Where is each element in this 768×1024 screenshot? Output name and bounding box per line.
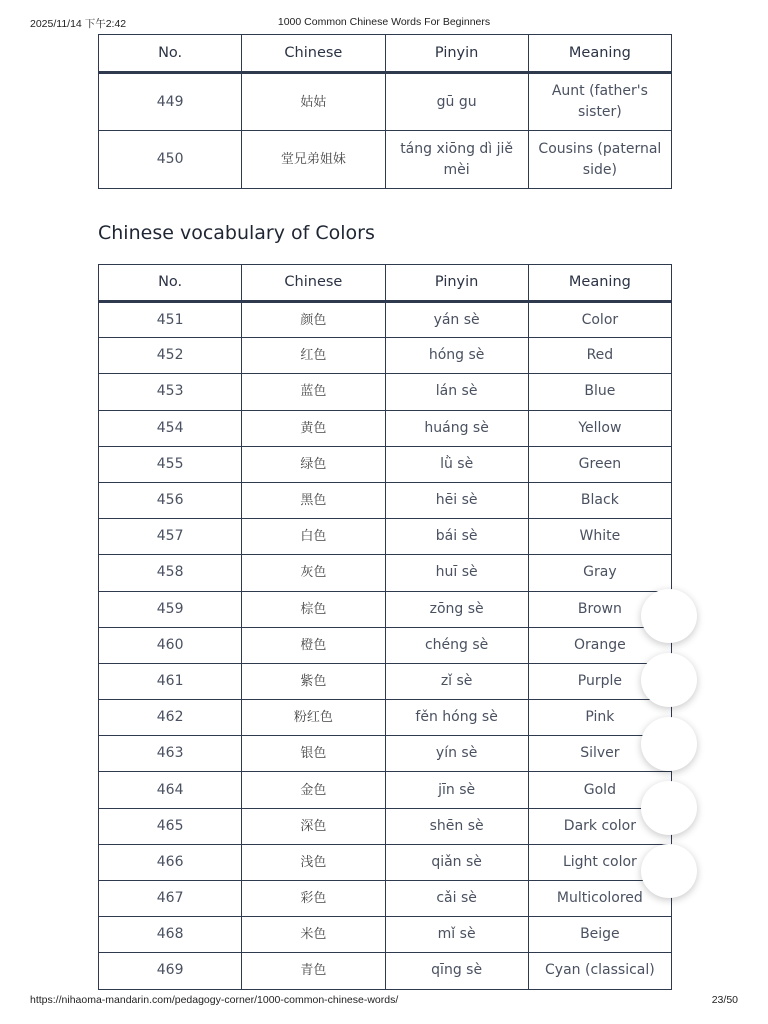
floating-action-button[interactable] (641, 781, 697, 835)
cell-meaning: Orange (528, 627, 671, 663)
floating-action-button[interactable] (641, 844, 697, 898)
cell-no: 454 (99, 410, 242, 446)
cell-pinyin: cǎi sè (385, 881, 528, 917)
cell-pinyin: qīng sè (385, 953, 528, 989)
cell-no: 450 (99, 131, 242, 189)
table-row (99, 374, 672, 410)
table-header-row (99, 265, 672, 302)
cell-meaning: Green (528, 446, 671, 482)
cell-chinese: 青色 (242, 953, 385, 989)
family-vocab-table (98, 34, 672, 189)
cell-pinyin: huī sè (385, 555, 528, 591)
cell-no: 451 (99, 302, 242, 338)
cell-pinyin: bái sè (385, 519, 528, 555)
table-row (99, 519, 672, 555)
cell-chinese: 姑姑 (242, 73, 385, 131)
cell-pinyin: táng xiōng dì jiě mèi (385, 131, 528, 189)
cell-chinese: 蓝色 (242, 374, 385, 410)
cell-meaning: Multicolored (528, 881, 671, 917)
cell-no: 464 (99, 772, 242, 808)
cell-meaning: Color (528, 302, 671, 338)
header-chinese: Chinese (242, 35, 385, 73)
table-row (99, 772, 672, 808)
cell-chinese: 浅色 (242, 844, 385, 880)
cell-chinese: 颜色 (242, 302, 385, 338)
cell-pinyin: fěn hóng sè (385, 700, 528, 736)
table-header-row (99, 35, 672, 73)
table-row (99, 736, 672, 772)
cell-chinese: 银色 (242, 736, 385, 772)
cell-no: 457 (99, 519, 242, 555)
header-no: No. (99, 35, 242, 73)
cell-no: 453 (99, 374, 242, 410)
cell-chinese: 米色 (242, 917, 385, 953)
cell-pinyin: gū gu (385, 73, 528, 131)
cell-pinyin: lán sè (385, 374, 528, 410)
cell-pinyin: zǐ sè (385, 663, 528, 699)
cell-chinese: 深色 (242, 808, 385, 844)
print-header (0, 16, 768, 30)
cell-pinyin: jīn sè (385, 772, 528, 808)
cell-meaning: Black (528, 482, 671, 518)
table-row (99, 338, 672, 374)
cell-pinyin: huáng sè (385, 410, 528, 446)
cell-meaning: Gold (528, 772, 671, 808)
table-row (99, 808, 672, 844)
header-pinyin: Pinyin (385, 35, 528, 73)
cell-pinyin: hēi sè (385, 482, 528, 518)
cell-chinese: 红色 (242, 338, 385, 374)
cell-no: 466 (99, 844, 242, 880)
table-row (99, 482, 672, 518)
floating-action-button[interactable] (641, 717, 697, 771)
cell-no: 459 (99, 591, 242, 627)
cell-chinese: 堂兄弟姐妹 (242, 131, 385, 189)
cell-pinyin: qiǎn sè (385, 844, 528, 880)
cell-no: 465 (99, 808, 242, 844)
cell-no: 449 (99, 73, 242, 131)
cell-meaning: Silver (528, 736, 671, 772)
table-row (99, 410, 672, 446)
cell-no: 460 (99, 627, 242, 663)
cell-meaning: Dark color (528, 808, 671, 844)
cell-chinese: 粉红色 (242, 700, 385, 736)
cell-chinese: 黄色 (242, 410, 385, 446)
cell-chinese: 灰色 (242, 555, 385, 591)
header-chinese: Chinese (242, 265, 385, 302)
cell-pinyin: zōng sè (385, 591, 528, 627)
section-heading: Chinese vocabulary of Colors (98, 222, 375, 244)
table-row (99, 555, 672, 591)
cell-no: 462 (99, 700, 242, 736)
cell-no: 468 (99, 917, 242, 953)
cell-chinese: 棕色 (242, 591, 385, 627)
cell-no: 452 (99, 338, 242, 374)
cell-no: 456 (99, 482, 242, 518)
cell-pinyin: hóng sè (385, 338, 528, 374)
cell-chinese: 橙色 (242, 627, 385, 663)
cell-no: 458 (99, 555, 242, 591)
cell-chinese: 白色 (242, 519, 385, 555)
cell-pinyin: mǐ sè (385, 917, 528, 953)
header-pinyin: Pinyin (385, 265, 528, 302)
cell-no: 467 (99, 881, 242, 917)
table-row (99, 953, 672, 989)
cell-pinyin: yán sè (385, 302, 528, 338)
cell-no: 455 (99, 446, 242, 482)
table-row (99, 446, 672, 482)
table-row (99, 844, 672, 880)
cell-no: 463 (99, 736, 242, 772)
cell-no: 461 (99, 663, 242, 699)
header-meaning: Meaning (528, 265, 671, 302)
cell-meaning: Gray (528, 555, 671, 591)
table-row (99, 663, 672, 699)
cell-chinese: 绿色 (242, 446, 385, 482)
cell-meaning: Cousins (paternal side) (528, 131, 671, 189)
cell-meaning: Yellow (528, 410, 671, 446)
cell-meaning: Red (528, 338, 671, 374)
cell-meaning: Blue (528, 374, 671, 410)
table-row (99, 73, 672, 131)
cell-chinese: 黑色 (242, 482, 385, 518)
floating-action-button[interactable] (641, 589, 697, 643)
print-footer (0, 994, 768, 1008)
cell-pinyin: yín sè (385, 736, 528, 772)
cell-no: 469 (99, 953, 242, 989)
table-row (99, 627, 672, 663)
cell-chinese: 金色 (242, 772, 385, 808)
colors-vocab-table (98, 264, 672, 990)
cell-chinese: 紫色 (242, 663, 385, 699)
print-title: 1000 Common Chinese Words For Beginners (277, 16, 491, 28)
floating-action-button[interactable] (641, 653, 697, 707)
cell-pinyin: lǜ sè (385, 446, 528, 482)
print-url: https://nihaoma-mandarin.com/pedagogy-corner/1000-common-chinese-words/ (30, 994, 399, 1006)
table-row (99, 881, 672, 917)
table-row (99, 302, 672, 338)
cell-pinyin: shēn sè (385, 808, 528, 844)
table-row (99, 700, 672, 736)
cell-meaning: Purple (528, 663, 671, 699)
cell-meaning: Light color (528, 844, 671, 880)
header-no: No. (99, 265, 242, 302)
print-date: 2025/11/14 下午2:42 (30, 18, 127, 30)
cell-meaning: Cyan (classical) (528, 953, 671, 989)
cell-meaning: White (528, 519, 671, 555)
cell-chinese: 彩色 (242, 881, 385, 917)
table-row (99, 591, 672, 627)
table-row (99, 131, 672, 189)
cell-meaning: Pink (528, 700, 671, 736)
cell-meaning: Beige (528, 917, 671, 953)
table-row (99, 917, 672, 953)
cell-meaning: Brown (528, 591, 671, 627)
cell-pinyin: chéng sè (385, 627, 528, 663)
print-page-number: 23/50 (711, 994, 738, 1006)
cell-meaning: Aunt (father's sister) (528, 73, 671, 131)
header-meaning: Meaning (528, 35, 671, 73)
